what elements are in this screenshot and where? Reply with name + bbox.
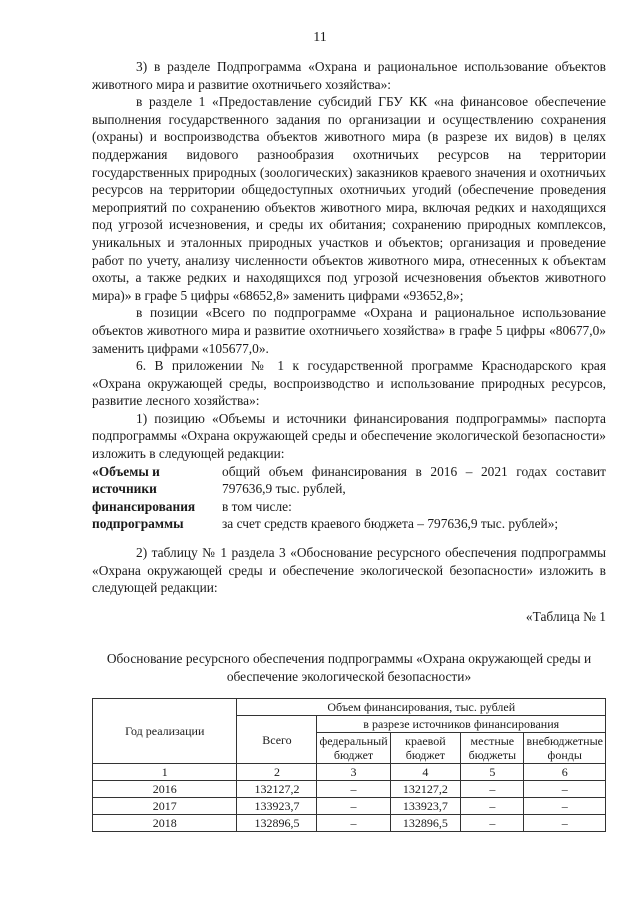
- table-cell: –: [461, 798, 524, 815]
- table-row: [93, 781, 606, 798]
- table-cell: 2018: [93, 815, 237, 832]
- table-cell: –: [317, 798, 390, 815]
- table-cell: 133923,7: [390, 798, 461, 815]
- table-cell: –: [461, 781, 524, 798]
- table-cell: 132127,2: [390, 781, 461, 798]
- column-number: 1: [93, 764, 237, 781]
- table-cell: 133923,7: [237, 798, 317, 815]
- table-cell: –: [461, 815, 524, 832]
- passport-block: [92, 463, 606, 533]
- passport-line: в том числе:: [222, 498, 292, 514]
- column-number: 3: [317, 764, 390, 781]
- table-cell: –: [524, 815, 606, 832]
- header-local: местные бюджеты: [461, 733, 524, 764]
- passport-label: «Объемы и источники финансирования подпрограммы: [92, 463, 196, 532]
- column-number: 2: [237, 764, 317, 781]
- table-cell: 132896,5: [390, 815, 461, 832]
- paragraph: 6. В приложении № 1 к государственной программе Краснодарского края «Охрана окружающей среды, воспроизводство и использование природных ресурсов, развитие лесного хозяйства»:: [92, 358, 606, 409]
- paragraph: в разделе 1 «Предоставление субсидий ГБУ КК «на финансовое обеспечение выполнения государственного задания по организации и осуществлению сохранения (охраны) и воспроизводства объектов животного мира (в разрезе их видов) в целях поддержания видового разнообразия охотничьих ресурсов на территории государственных природных (зоологических) заказников краевого значения и охотничьих ресурсов на территории общедоступных охотничьих угодий (обеспечение проведения мероприятий по сохранению объектов животного мира, включая редких и находящихся под угрозой исчезновения, и среды их обитания; сохранению природных комплексов, уникальных и эталонных природных участков и объектов; организация и проведение работ по учету, анализу численности объектов животного мира, отнесенных к объектам охоты, а также редких и находящихся под угрозой исчезновения объектов животного мира)» в графе 5 цифры «68652,8» заменить цифрами «93652,8»;: [92, 94, 606, 303]
- document-body: [92, 58, 606, 625]
- header-total: Всего: [237, 716, 317, 764]
- header-federal: федеральный бюджет: [317, 733, 390, 764]
- column-number-row: [93, 764, 606, 781]
- table-cell: 132127,2: [237, 781, 317, 798]
- table-cell: –: [317, 815, 390, 832]
- table-cell: 2017: [93, 798, 237, 815]
- paragraph: 2) таблицу № 1 раздела 3 «Обоснование ресурсного обеспечения подпрограммы «Охрана окружающей среды и обеспечение экологической безопасности» изложить в следующей редакции:: [92, 545, 606, 596]
- table-cell: 132896,5: [237, 815, 317, 832]
- column-number: 6: [524, 764, 606, 781]
- page-number: 11: [313, 30, 327, 45]
- passport-line: за счет средств краевого бюджета – 797636,9 тыс. рублей»;: [222, 516, 559, 532]
- paragraph: 3) в разделе Подпрограмма «Охрана и рациональное использование объектов животного мира и развитие охотничьего хозяйства»:: [92, 59, 606, 92]
- header-regional: краевой бюджет: [390, 733, 461, 764]
- table-cell: –: [317, 781, 390, 798]
- paragraph: в позиции «Всего по подпрограмме «Охрана и рациональное использование объектов животного мира и развитие охотничьего хозяйства» в графе 5 цифры «80677,0» заменить цифрами «105677,0».: [92, 305, 606, 356]
- paragraph: 1) позицию «Объемы и источники финансирования подпрограммы» паспорта подпрограммы «Охрана окружающей среды и обеспечение экологической безопасности» изложить в следующей редакции:: [92, 410, 606, 462]
- table-row: [93, 798, 606, 815]
- table-title: Обоснование ресурсного обеспечения подпрограммы «Охрана окружающей среды и обеспечение экологической безопасности»: [106, 651, 592, 684]
- table-row: [93, 815, 606, 832]
- financing-table: [92, 698, 606, 832]
- passport-values: [222, 463, 606, 533]
- header-extra: внебюджетные фонды: [524, 733, 606, 764]
- column-number: 5: [461, 764, 524, 781]
- header-sources: в разрезе источников финансирования: [317, 716, 606, 733]
- table-cell: –: [524, 781, 606, 798]
- table-cell: –: [524, 798, 606, 815]
- header-volume: Объем финансирования, тыс. рублей: [237, 699, 606, 716]
- header-year: Год реализации: [93, 699, 237, 764]
- column-number: 4: [390, 764, 461, 781]
- table-cell: 2016: [93, 781, 237, 798]
- passport-line: общий объем финансирования в 2016 – 2021 годах составит 797636,9 тыс. рублей,: [222, 463, 606, 497]
- table-reference: «Таблица № 1: [525, 608, 606, 624]
